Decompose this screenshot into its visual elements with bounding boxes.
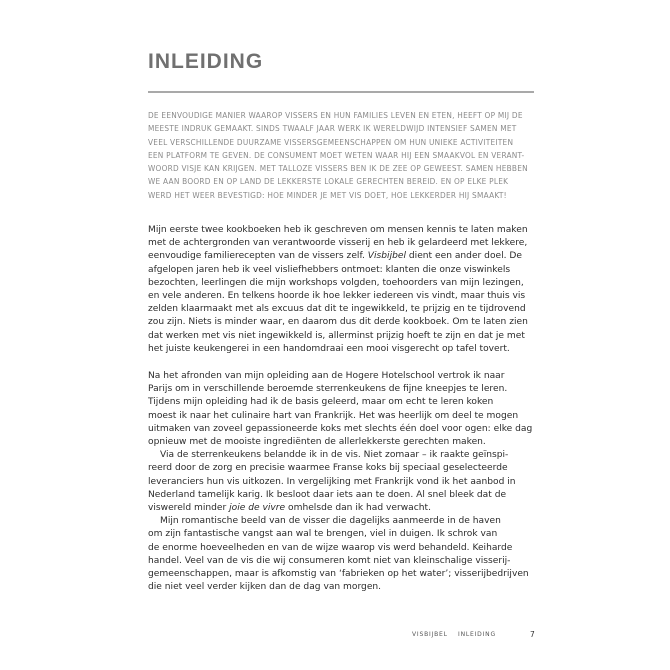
intro-line: VEEL VERSCHILLENDE DUURZAME VISSERSGEMEENSCHAPPEN OM HUN UNIEKE ACTIVITEITEN xyxy=(148,136,514,147)
body-line: zelden klaarmaakt met als excuus dat dit te ingewikkeld, te prijzig en te tijdrovend xyxy=(148,304,526,315)
body-line: Nederland tamelijk karig. Ik besloot daar iets aan te doen. Al snel bleek dat de xyxy=(148,489,507,500)
body-line: afgelopen jaren heb ik veel visliefhebbers ontmoet: klanten die onze viswinkels xyxy=(148,264,511,275)
body-line: dat werken met vis niet ingewikkeld is, allerminst prijzig hoeft te zijn en dat je met xyxy=(148,330,525,341)
body-line: uitmaken van zoveel gepassioneerde koks met slechts één doel voor ogen: elke dag xyxy=(148,423,533,434)
body-line: opnieuw met de mooiste ingrediënten de allerlekkerste gerechten maken. xyxy=(148,437,486,448)
body-line: en vele anderen. En telkens hoorde ik hoe lekker iedereen vis vindt, maar thuis vis xyxy=(148,291,526,302)
body-line: moest ik naar het culinaire hart van Frankrijk. Het was heerlijk om deel te mogen xyxy=(148,410,519,421)
title-rule xyxy=(148,91,534,93)
body-line: om zijn fantastische vangst aan wal te brengen, viel in duigen. Ik schrok van xyxy=(148,529,498,540)
body-line: Tijdens mijn opleiding had ik de basis geleerd, maar om echt te leren koken xyxy=(148,397,494,408)
text-run: viswereld minder xyxy=(148,503,230,514)
intro-line: MEESTE INDRUK GEMAAKT. SINDS TWAALF JAAR WERK IK WERELDWIJD INTENSIEF SAMEN MET xyxy=(148,123,517,134)
text-run: eenvoudige familierecepten van de vissers zelf. xyxy=(148,251,368,262)
phrase-italic: joie de vivre xyxy=(229,503,286,514)
body-line: leveranciers hun vis uitkozen. In vergelijking met Frankrijk vond ik het aanbod in xyxy=(148,476,516,487)
body-line: Parijs om in verschillende beroemde sterrenkeukens de fijne kneepjes te leren. xyxy=(148,384,508,395)
body-line: Mijn eerste twee kookboeken heb ik geschreven om mensen kennis te laten maken xyxy=(148,225,528,235)
body-line: met de achtergronden van verantwoorde visserij en heb ik gelardeerd met lekkere, xyxy=(148,238,528,249)
text-run: omhelsde dan ik had verwacht. xyxy=(285,503,431,514)
body-line: de enorme hoeveelheden en van de wijze waarop vis werd behandeld. Keiharde xyxy=(148,542,513,553)
body-line: gemeenschappen, maar is afkomstig van ‘fabrieken op het water’; visserijbedrijven xyxy=(148,569,529,580)
book-title-italic: Visbijbel xyxy=(367,251,406,262)
body-line: reerd door de zorg en precisie waarmee Franse koks bij speciaal geselecteerde xyxy=(148,463,508,474)
body-line: zou zijn. Niets is minder waar, en daarom dus dit derde kookboek. Om te laten zien xyxy=(148,317,528,328)
intro-paragraph xyxy=(148,109,538,202)
body-line xyxy=(148,250,540,263)
intro-line: WERD HET WEER BEVESTIGD: HOE MINDER JE MET VIS DOET, HOE LEKKERDER HIJ SMAAKT! xyxy=(148,189,507,200)
body-line: Mijn romantische beeld van de visser die dagelijks aanmeerde in de haven xyxy=(160,516,501,527)
body-line: die niet veel verder kijken dan de dag van morgen. xyxy=(148,582,382,593)
body-paragraph-1 xyxy=(148,224,540,356)
intro-line: WOORD VISJE KAN KRIJGEN. MET TALLOZE VISSERS BEN IK DE ZEE OP GEWEEST. SAMEN HEBBEN xyxy=(148,163,528,174)
page-number: 7 xyxy=(530,630,535,639)
footer-book-title: VISBIJBEL xyxy=(412,631,448,638)
intro-line: EEN PLATFORM TE GEVEN. DE CONSUMENT MOET WETEN WAAR HIJ EEN SMAAKVOL EN VERANT- xyxy=(148,149,525,160)
body-line: Via de sterrenkeukens belandde ik in de vis. Niet zomaar – ik raakte geïnspi- xyxy=(160,450,509,461)
body-paragraph-2 xyxy=(148,370,540,594)
body-line: bezochten, leerlingen die mijn workshops volgden, toehoorders van mijn lezingen, xyxy=(148,277,524,288)
footer-section: INLEIDING xyxy=(458,631,496,638)
chapter-title: INLEIDING xyxy=(148,50,264,73)
body-line: handel. Veel van de vis die wij consumeren komt niet van kleinschalige visserij- xyxy=(148,555,511,566)
intro-line: DE EENVOUDIGE MANIER WAAROP VISSERS EN HUN FAMILIES LEVEN EN ETEN, HEEFT OP MIJ DE xyxy=(148,110,523,120)
intro-line: WE AAN BOORD EN OP LAND DE LEKKERSTE LOKALE GERECHTEN BEREID. EN OP ELKE PLEK xyxy=(148,176,509,187)
body-line: Na het afronden van mijn opleiding aan de Hogere Hotelschool vertrok ik naar xyxy=(148,371,505,381)
body-line xyxy=(148,502,540,515)
text-run: dient een ander doel. De xyxy=(406,251,523,262)
body-line: het juiste keukengerei in een handomdraai een mooi visgerecht op tafel tovert. xyxy=(148,343,510,354)
